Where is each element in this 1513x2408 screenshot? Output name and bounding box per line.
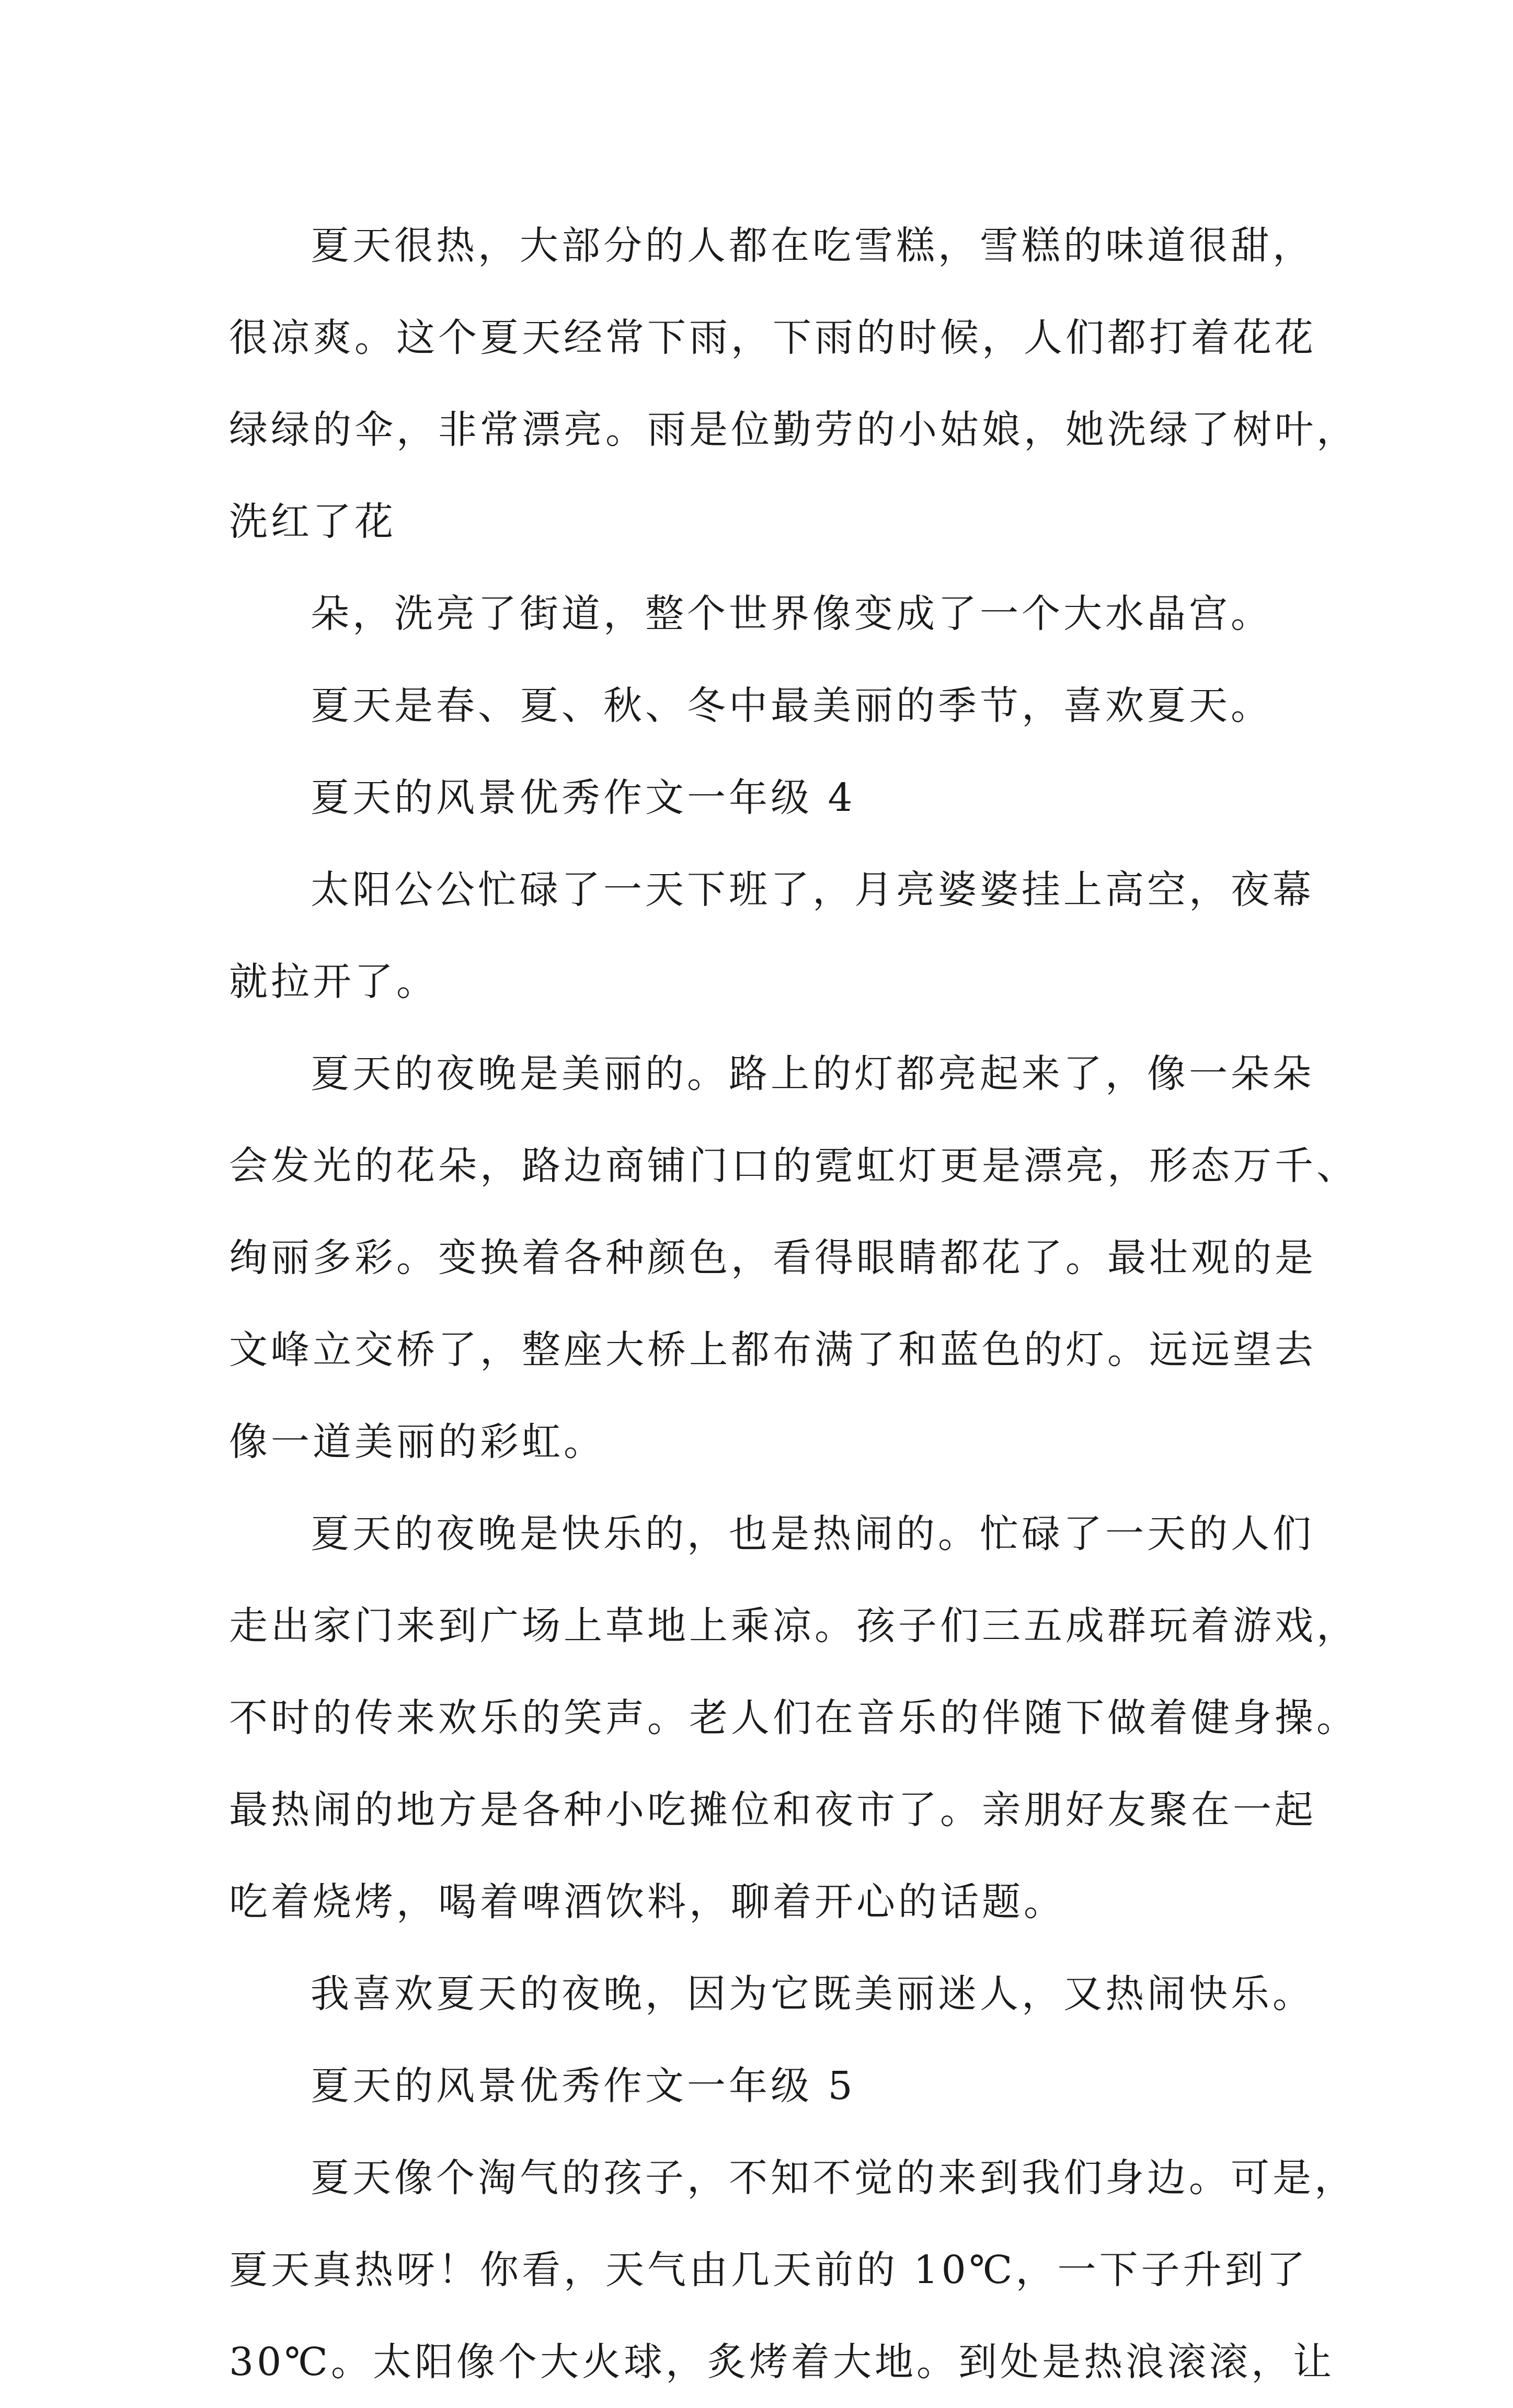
paragraph-line: 夏天真热呀！你看，天气由几天前的 10℃，一下子升到了 <box>229 2248 1309 2292</box>
paragraph-line: 走出家门来到广场上草地上乘凉。孩子们三五成群玩着游戏， <box>229 1603 1358 1648</box>
paragraph-line: 吃着烧烤，喝着啤酒饮料，聊着开心的话题。 <box>229 1879 1065 1924</box>
paragraph-line: 不时的传来欢乐的笑声。老人们在音乐的伴随下做着健身操。 <box>229 1695 1358 1740</box>
document-body <box>229 200 1358 2408</box>
paragraph-line: 像一道美丽的彩虹。 <box>229 1419 605 1464</box>
paragraph-line: 绿绿的伞，非常漂亮。雨是位勤劳的小姑娘，她洗绿了树叶， <box>229 407 1358 452</box>
section-heading: 夏天的风景优秀作文一年级 5 <box>311 2063 856 2108</box>
paragraph-line: 很凉爽。这个夏天经常下雨，下雨的时候，人们都打着花花 <box>229 315 1316 360</box>
paragraph-line: 夏天很热，大部分的人都在吃雪糕，雪糕的味道很甜， <box>311 223 1314 268</box>
paragraph-line: 朵，洗亮了街道，整个世界像变成了一个大水晶宫。 <box>311 591 1273 636</box>
paragraph-line: 洗红了花 <box>229 499 396 544</box>
paragraph-line: 夏天像个淘气的孩子，不知不觉的来到我们身边。可是， <box>311 2155 1356 2200</box>
paragraph-line: 绚丽多彩。变换着各种颜色，看得眼睛都花了。最壮观的是 <box>229 1235 1316 1280</box>
paragraph-line: 夏天的夜晚是快乐的，也是热闹的。忙碌了一天的人们 <box>311 1511 1314 1556</box>
paragraph-line: 夏天的夜晚是美丽的。路上的灯都亮起来了，像一朵朵 <box>311 1051 1314 1096</box>
paragraph-line: 夏天是春、夏、秋、冬中最美丽的季节，喜欢夏天。 <box>311 683 1273 728</box>
paragraph-line: 就拉开了。 <box>229 959 438 1004</box>
paragraph-line: 文峰立交桥了，整座大桥上都布满了和蓝色的灯。远远望去 <box>229 1327 1316 1372</box>
paragraph-line: 30℃。太阳像个大火球，炙烤着大地。到处是热浪滚滚，让 <box>229 2340 1335 2384</box>
paragraph-line: 太阳公公忙碌了一天下班了，月亮婆婆挂上高空，夜幕 <box>311 867 1314 912</box>
paragraph-line: 会发光的花朵，路边商铺门口的霓虹灯更是漂亮，形态万千、 <box>229 1143 1358 1188</box>
section-heading: 夏天的风景优秀作文一年级 4 <box>311 775 856 820</box>
paragraph-line: 最热闹的地方是各种小吃摊位和夜市了。亲朋好友聚在一起 <box>229 1787 1316 1832</box>
paragraph-line: 我喜欢夏天的夜晚，因为它既美丽迷人，又热闹快乐。 <box>311 1971 1314 2016</box>
